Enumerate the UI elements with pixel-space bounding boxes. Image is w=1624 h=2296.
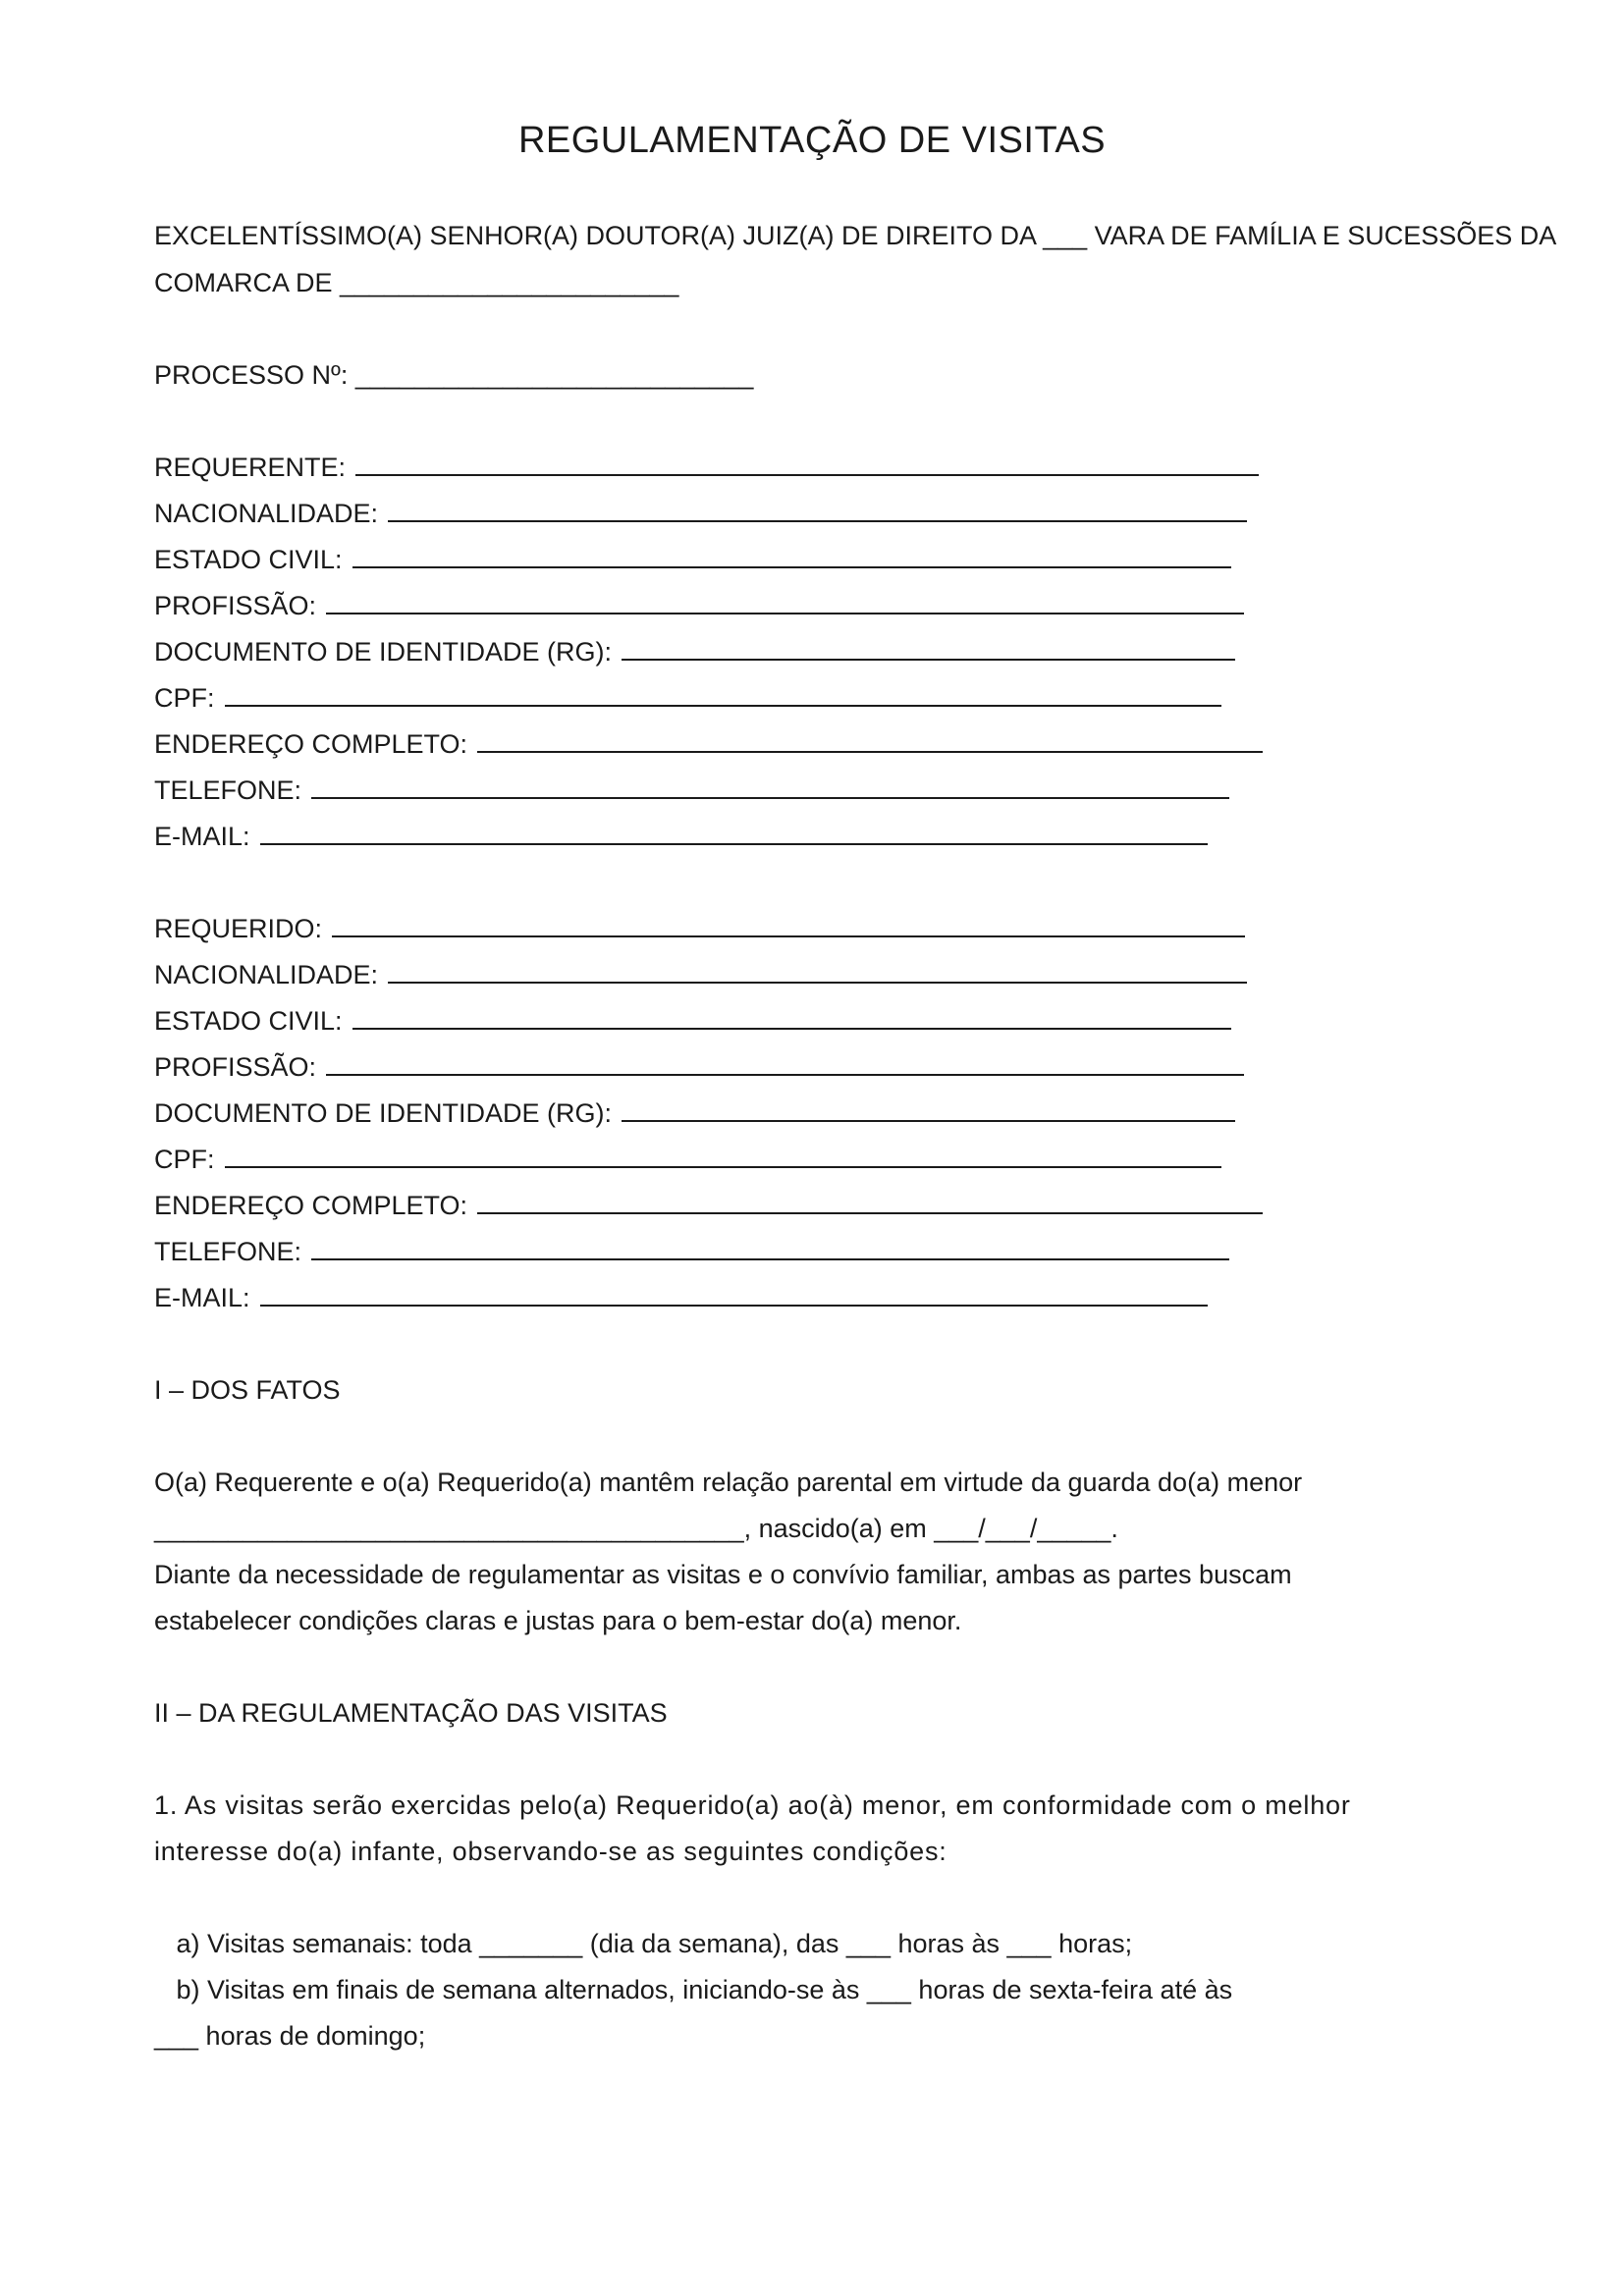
field-label: REQUERIDO:: [154, 914, 323, 943]
field-blank-line: [352, 543, 1231, 568]
section-1-heading: I – DOS FATOS: [154, 1375, 341, 1405]
section-2-subitem-b-cont: ___ horas de domingo;: [154, 2021, 426, 2051]
field-blank-line: [355, 451, 1259, 476]
requerido-field-endereco: [154, 1188, 1263, 1223]
field-blank-line: [326, 589, 1244, 614]
field-blank-line: [622, 1096, 1235, 1122]
section-1-line-1: O(a) Requerente e o(a) Requerido(a) mantêm relação parental em virtude da guarda do(a) menor: [154, 1468, 1303, 1497]
document-title: REGULAMENTAÇÃO DE VISITAS: [517, 120, 1107, 161]
field-label: E-MAIL:: [154, 822, 250, 851]
field-label: ESTADO CIVIL:: [154, 545, 343, 574]
field-label: NACIONALIDADE:: [154, 960, 379, 989]
header-line-1: EXCELENTÍSSIMO(A) SENHOR(A) DOUTOR(A) JUIZ(A) DE DIREITO DA ___ VARA DE FAMÍLIA E SUCESSÕES DA: [154, 221, 1557, 250]
section-2-item-1-line-2: interesse do(a) infante, observando-se as seguintes condições:: [154, 1837, 947, 1866]
requerente-field-rg: [154, 634, 1235, 669]
field-label: E-MAIL:: [154, 1283, 250, 1312]
field-blank-line: [225, 681, 1221, 707]
requerido-field-telefone: [154, 1234, 1229, 1269]
field-blank-line: [225, 1143, 1221, 1168]
field-label: PROFISSÃO:: [154, 591, 317, 620]
field-label: PROFISSÃO:: [154, 1052, 317, 1082]
section-2-subitem-a: a) Visitas semanais: toda _______ (dia da semana), das ___ horas às ___ horas;: [154, 1929, 1133, 1958]
field-blank-line: [352, 1004, 1231, 1030]
requerente-field-email: [154, 819, 1208, 854]
field-blank-line: [260, 820, 1208, 845]
field-blank-line: [311, 1235, 1229, 1260]
header-line-2: COMARCA DE _______________________: [154, 268, 679, 297]
requerente-field-name: [154, 450, 1259, 485]
requerente-field-telefone: [154, 773, 1229, 808]
field-label: TELEFONE:: [154, 1237, 302, 1266]
field-blank-line: [477, 1189, 1263, 1214]
section-1-line-4: estabelecer condições claras e justas para o bem-estar do(a) menor.: [154, 1606, 962, 1635]
field-label: TELEFONE:: [154, 775, 302, 805]
field-label: ESTADO CIVIL:: [154, 1006, 343, 1036]
requerente-field-endereco: [154, 726, 1263, 762]
field-blank-line: [388, 497, 1247, 522]
requerente-field-nacionalidade: [154, 496, 1247, 531]
field-blank-line: [388, 958, 1247, 984]
section-1-line-2: ________________________________________, nascido(a) em ___/___/_____.: [154, 1514, 1118, 1543]
field-blank-line: [260, 1281, 1208, 1307]
field-label: DOCUMENTO DE IDENTIDADE (RG):: [154, 637, 613, 667]
field-label: NACIONALIDADE:: [154, 499, 379, 528]
section-2-heading: II – DA REGULAMENTAÇÃO DAS VISITAS: [154, 1698, 668, 1728]
field-label: REQUERENTE:: [154, 453, 347, 482]
field-blank-line: [311, 774, 1229, 799]
requerente-field-estado-civil: [154, 542, 1231, 577]
field-label: CPF:: [154, 683, 215, 713]
field-label: CPF:: [154, 1145, 215, 1174]
field-blank-line: [622, 635, 1235, 661]
field-label: ENDEREÇO COMPLETO:: [154, 729, 468, 759]
field-label: DOCUMENTO DE IDENTIDADE (RG):: [154, 1098, 613, 1128]
requerido-field-rg: [154, 1095, 1235, 1131]
field-blank-line: [326, 1050, 1244, 1076]
requerido-field-nacionalidade: [154, 957, 1247, 992]
requerido-field-estado-civil: [154, 1003, 1231, 1039]
requerente-field-cpf: [154, 680, 1221, 716]
section-2-item-1-line-1: 1. As visitas serão exercidas pelo(a) Requerido(a) ao(à) menor, em conformidade com o melhor: [154, 1790, 1351, 1820]
field-blank-line: [477, 727, 1263, 753]
requerido-field-cpf: [154, 1142, 1221, 1177]
requerido-field-profissao: [154, 1049, 1244, 1085]
field-blank-line: [332, 912, 1245, 937]
requerente-field-profissao: [154, 588, 1244, 623]
section-2-subitem-b: b) Visitas em finais de semana alternados, iniciando-se às ___ horas de sexta-feira até às: [154, 1975, 1233, 2004]
requerido-field-email: [154, 1280, 1208, 1315]
requerido-field-name: [154, 911, 1245, 946]
section-1-line-3: Diante da necessidade de regulamentar as visitas e o convívio familiar, ambas as partes buscam: [154, 1560, 1292, 1589]
field-label: ENDEREÇO COMPLETO:: [154, 1191, 468, 1220]
processo-field: PROCESSO Nº: ___________________________: [154, 360, 754, 390]
